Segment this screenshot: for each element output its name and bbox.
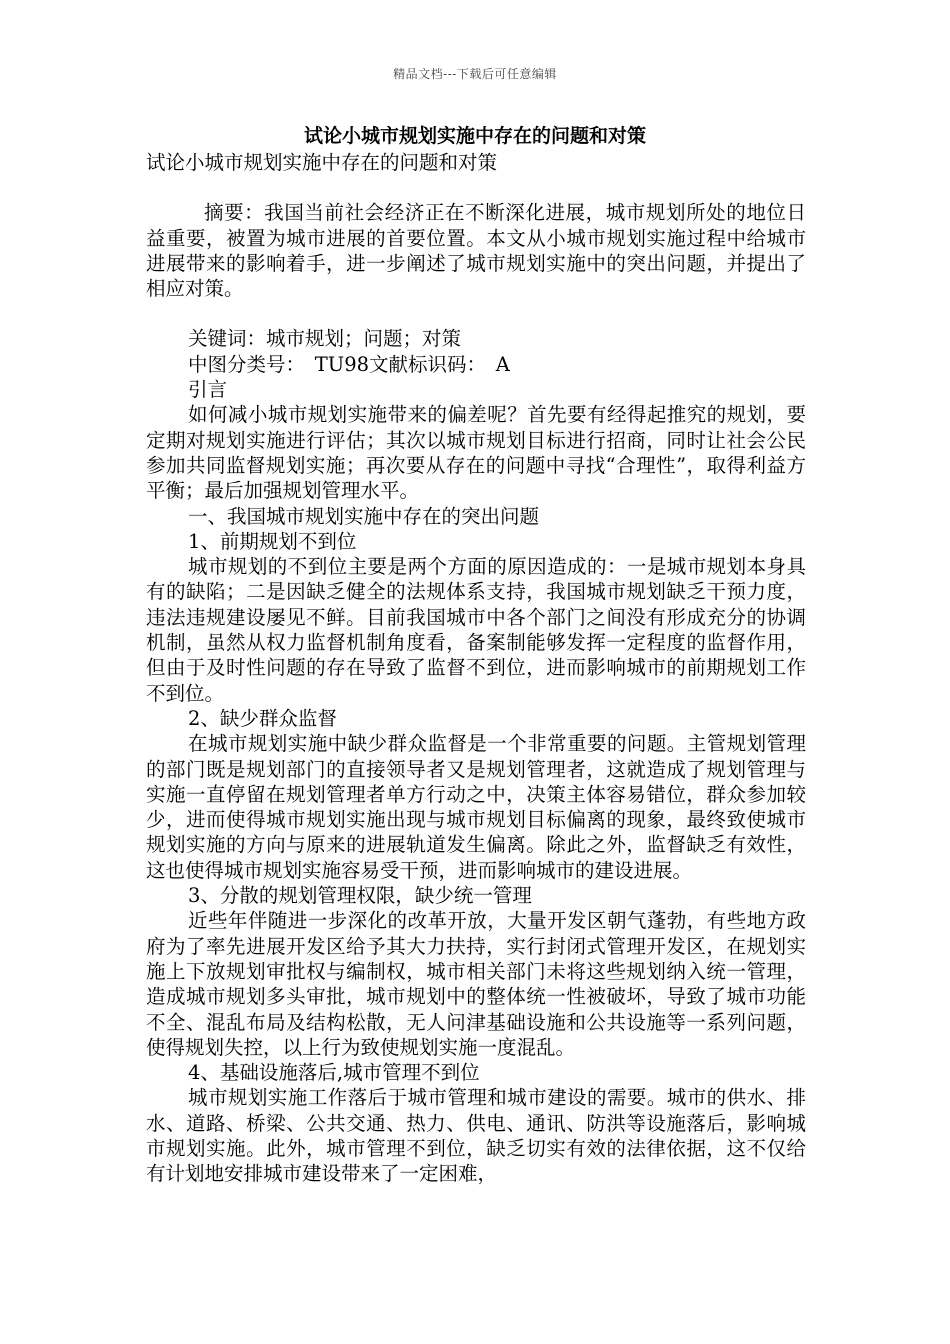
intro-paragraph: 如何减小城市规划实施带来的偏差呢？首先要有经得起推究的规划，要定期对规划实施进行评估；其次以城市规划目标进行招商，同时让社会公民参加共同监督规划实施；再次要从存在的问题中寻找“合理性”，取得利益方平衡；最后加强规划管理水平。 xyxy=(146,403,806,503)
document-title: 试论小城市规划实施中存在的问题和对策 xyxy=(303,125,646,147)
intro-heading: 引言 xyxy=(188,378,228,402)
subsection-heading-1: 1、前期规划不到位 xyxy=(188,529,357,553)
subsection-paragraph-2: 在城市规划实施中缺少群众监督是一个非常重要的问题。主管规划管理的部门既是规划部门的直接领导者又是规划管理者，这就造成了规划管理与实施一直停留在规划管理者单方行动之中，决策主体容易错位，群众参加较少，进而使得城市规划实施出现与城市规划目标偏离的现象，最终致使城市规划实施的方向与原来的进展轨道发生偏离。除此之外，监督缺乏有效性，这也使得城市规划实施容易受干预，进而影响城市的建设进展。 xyxy=(146,732,806,882)
subsection-heading-4: 4、基础设施落后,城市管理不到位 xyxy=(188,1061,480,1085)
keywords-line: 关键词：城市规划；问题；对策 xyxy=(188,327,462,351)
subsection-paragraph-3: 近些年伴随进一步深化的改革开放，大量开发区朝气蓬勃，有些地方政府为了率先进展开发区给予其大力扶持，实行封闭式管理开发区，在规划实施上下放规划审批权与编制权，城市相关部门未将这些规划纳入统一管理，造成城市规划多头审批，城市规划中的整体统一性被破坏，导致了城市功能不全、混乱布局及结构松散，无人问津基础设施和公共设施等一系列问题，使得规划失控，以上行为致使规划实施一度混乱。 xyxy=(146,909,806,1059)
subsection-heading-2: 2、缺少群众监督 xyxy=(188,706,337,730)
document-subtitle: 试论小城市规划实施中存在的问题和对策 xyxy=(146,151,498,174)
abstract-paragraph: 摘要：我国当前社会经济正在不断深化进展，城市规划所处的地位日益重要，被置为城市进展的首要位置。本文从小城市规划实施过程中给城市进展带来的影响着手，进一步阐述了城市规划实施中的突出问题，并提出了相应对策。 xyxy=(146,201,806,301)
blank-line xyxy=(146,301,806,326)
subsection-heading-3: 3、分散的规划管理权限，缺少统一管理 xyxy=(188,884,532,908)
subsection-paragraph-4: 城市规划实施工作落后于城市管理和城市建设的需要。城市的供水、排水、道路、桥梁、公共交通、热力、供电、通讯、防洪等设施落后，影响城市规划实施。此外，城市管理不到位，缺乏切实有效的法律依据，这不仅给有计划地安排城市建设带来了一定困难， xyxy=(146,1086,806,1186)
blank-line xyxy=(146,175,806,200)
document-body xyxy=(146,150,806,1187)
header-note: 精品文档---下载后可任意编辑 xyxy=(393,67,557,81)
subsection-paragraph-1: 城市规划的不到位主要是两个方面的原因造成的：一是城市规划本身具有的缺陷；二是因缺乏健全的法规体系支持，我国城市规划缺乏干预力度，违法违规建设屡见不鲜。目前我国城市中各个部门之间没有形成充分的协调机制，虽然从权力监督机制角度看，备案制能够发挥一定程度的监督作用，但由于及时性问题的存在导致了监督不到位，进而影响城市的前期规划工作不到位。 xyxy=(146,555,806,705)
classification-line: 中图分类号： TU98文献标识码： A xyxy=(188,352,510,376)
section-heading-1: 一、我国城市规划实施中存在的突出问题 xyxy=(188,504,540,528)
